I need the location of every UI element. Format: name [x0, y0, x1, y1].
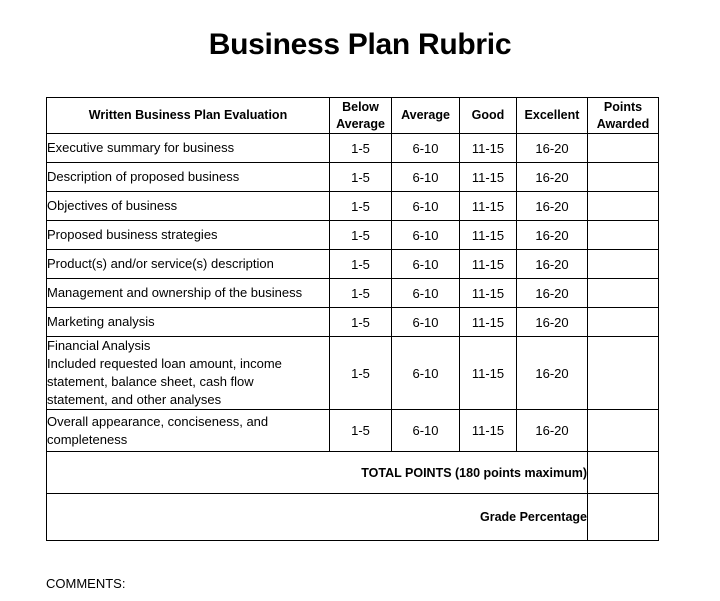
- grade-row: [47, 494, 659, 541]
- points-awarded-cell[interactable]: [588, 410, 659, 452]
- average-range: 6-10: [392, 337, 460, 410]
- rubric-row: [47, 134, 659, 163]
- criterion-cell: [47, 192, 330, 221]
- criterion-text: statement, balance sheet, cash flow: [47, 374, 254, 389]
- rubric-row: [47, 192, 659, 221]
- excellent-range: 16-20: [517, 279, 588, 308]
- points-awarded-cell[interactable]: [588, 337, 659, 410]
- good-range: 11-15: [460, 221, 517, 250]
- excellent-range: 16-20: [517, 250, 588, 279]
- criterion-text: Objectives of business: [47, 198, 178, 213]
- criterion-text: Proposed business strategies: [47, 227, 218, 242]
- header-below-average-line2: Average: [336, 116, 385, 131]
- grade-percentage-value[interactable]: [588, 494, 659, 541]
- points-awarded-cell[interactable]: [588, 192, 659, 221]
- header-row: [47, 98, 659, 134]
- below-average-range: 1-5: [330, 163, 392, 192]
- average-range: 6-10: [392, 250, 460, 279]
- excellent-range: 16-20: [517, 134, 588, 163]
- criterion-cell: [47, 279, 330, 308]
- average-range: 6-10: [392, 308, 460, 337]
- criterion-text: Included requested loan amount, income: [47, 356, 282, 371]
- below-average-range: 1-5: [330, 308, 392, 337]
- below-average-range: 1-5: [330, 279, 392, 308]
- below-average-range: 1-5: [330, 337, 392, 410]
- header-below-average: [330, 98, 392, 134]
- comments-label: COMMENTS:: [46, 576, 126, 591]
- criterion-text: Description of proposed business: [47, 169, 240, 184]
- total-row: [47, 452, 659, 494]
- points-awarded-cell[interactable]: [588, 308, 659, 337]
- criterion-text: Marketing analysis: [47, 314, 155, 329]
- criterion-text: Overall appearance, conciseness, and: [47, 413, 269, 429]
- excellent-range: 16-20: [517, 163, 588, 192]
- average-range: 6-10: [392, 279, 460, 308]
- criterion-text: completeness: [47, 431, 128, 447]
- header-criterion: Written Business Plan Evaluation: [47, 98, 330, 134]
- below-average-range: 1-5: [330, 221, 392, 250]
- criterion-text: statement, and other analyses: [47, 392, 222, 407]
- rubric-row: [47, 308, 659, 337]
- points-awarded-cell[interactable]: [588, 163, 659, 192]
- rubric-row: [47, 250, 659, 279]
- average-range: 6-10: [392, 192, 460, 221]
- total-points-value[interactable]: [588, 452, 659, 494]
- rubric-body: [47, 134, 659, 452]
- criterion-text: Financial Analysis: [47, 338, 151, 353]
- criterion-cell: [47, 250, 330, 279]
- good-range: 11-15: [460, 163, 517, 192]
- rubric-row: [47, 279, 659, 308]
- excellent-range: 16-20: [517, 221, 588, 250]
- rubric-row: [47, 163, 659, 192]
- excellent-range: 16-20: [517, 308, 588, 337]
- criterion-text: Management and ownership of the business: [47, 285, 303, 300]
- criterion-cell: [47, 221, 330, 250]
- average-range: 6-10: [392, 410, 460, 452]
- points-awarded-cell[interactable]: [588, 134, 659, 163]
- header-good: Good: [460, 98, 517, 134]
- criterion-cell: [47, 134, 330, 163]
- below-average-range: 1-5: [330, 410, 392, 452]
- criterion-cell: [47, 163, 330, 192]
- good-range: 11-15: [460, 250, 517, 279]
- header-average: Average: [392, 98, 460, 134]
- rubric-row: [47, 337, 659, 410]
- good-range: 11-15: [460, 410, 517, 452]
- header-below-average-line1: Below: [342, 99, 379, 114]
- rubric-row: [47, 221, 659, 250]
- average-range: 6-10: [392, 163, 460, 192]
- rubric-row: [47, 410, 659, 452]
- header-points-line1: Points: [603, 99, 643, 114]
- criterion-cell: [47, 410, 330, 452]
- average-range: 6-10: [392, 221, 460, 250]
- good-range: 11-15: [460, 134, 517, 163]
- good-range: 11-15: [460, 279, 517, 308]
- excellent-range: 16-20: [517, 192, 588, 221]
- rubric-table: [46, 97, 659, 541]
- criterion-cell: [47, 308, 330, 337]
- excellent-range: 16-20: [517, 337, 588, 410]
- points-awarded-cell[interactable]: [588, 279, 659, 308]
- below-average-range: 1-5: [330, 250, 392, 279]
- good-range: 11-15: [460, 192, 517, 221]
- average-range: 6-10: [392, 134, 460, 163]
- good-range: 11-15: [460, 308, 517, 337]
- below-average-range: 1-5: [330, 134, 392, 163]
- page-title: Business Plan Rubric: [208, 28, 512, 61]
- criterion-cell: [47, 337, 330, 410]
- header-excellent: Excellent: [517, 98, 588, 134]
- total-points-label: TOTAL POINTS (180 points maximum): [47, 452, 588, 494]
- points-awarded-cell[interactable]: [588, 221, 659, 250]
- below-average-range: 1-5: [330, 192, 392, 221]
- points-awarded-cell[interactable]: [588, 250, 659, 279]
- header-points-awarded: [588, 98, 659, 134]
- excellent-range: 16-20: [517, 410, 588, 452]
- header-points-line2: Awarded: [596, 116, 650, 131]
- criterion-text: Product(s) and/or service(s) description: [47, 256, 274, 271]
- grade-percentage-label: Grade Percentage: [47, 494, 588, 541]
- good-range: 11-15: [460, 337, 517, 410]
- criterion-text: Executive summary for business: [47, 140, 235, 155]
